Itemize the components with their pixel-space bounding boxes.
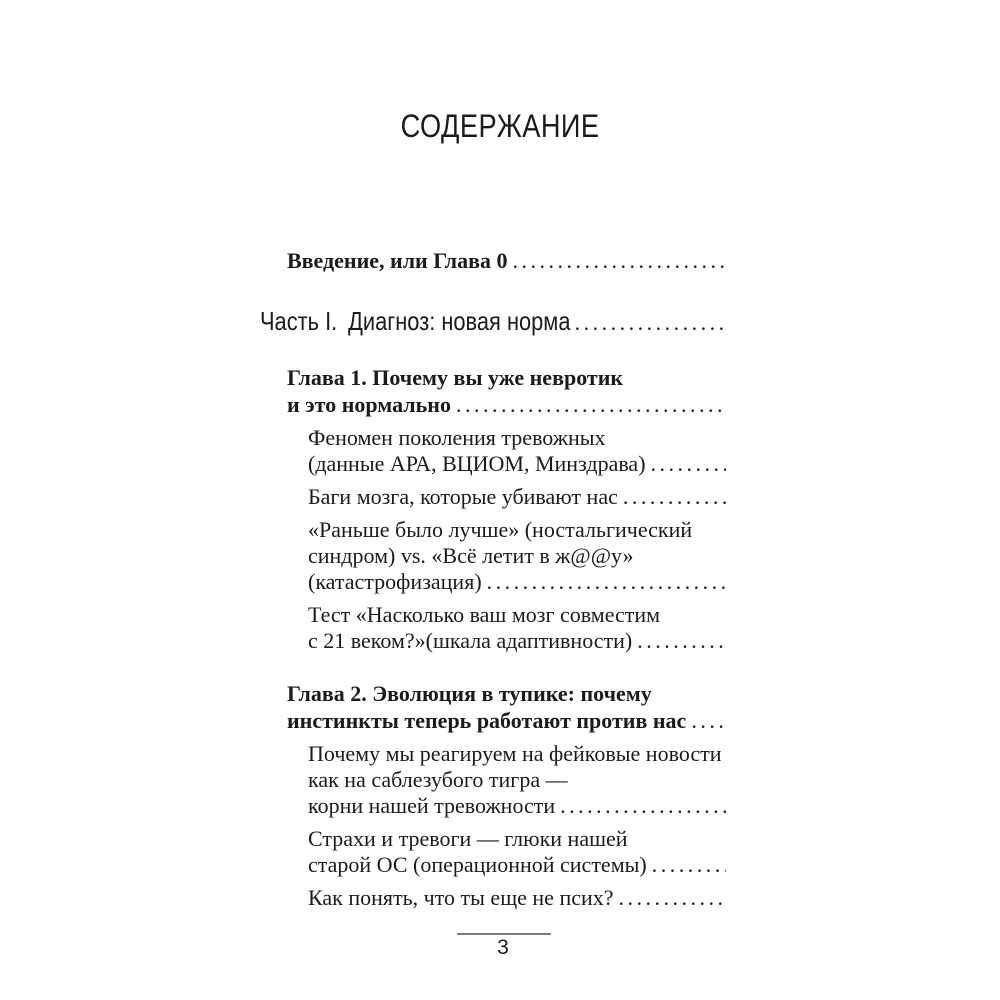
toc-line <box>308 793 726 819</box>
toc-text: «Раньше было лучше» (ностальгический <box>308 517 693 542</box>
toc-text: старой ОС (операционной системы) <box>308 852 647 877</box>
toc-line <box>308 569 726 595</box>
toc-line <box>308 602 726 628</box>
toc-line <box>308 741 726 767</box>
toc-text: инстинкты теперь работают против нас <box>287 708 687 733</box>
toc-text: Введение, или Глава 0 <box>287 248 508 273</box>
toc-line <box>308 484 726 510</box>
dot-leader <box>646 451 726 477</box>
toc-line <box>308 885 726 911</box>
toc-line <box>260 306 726 338</box>
dot-leader <box>555 793 726 819</box>
toc-text: Страхи и тревоги — глюки нашей <box>308 826 628 851</box>
toc-text: Как понять, что ты еще не псих? <box>308 885 614 910</box>
toc-text: Баги мозга, которые убивают нас <box>308 484 618 509</box>
dot-leader <box>507 247 726 274</box>
dot-leader <box>618 484 726 510</box>
toc-entry-part-1 <box>260 306 726 338</box>
toc-text: и это нормально <box>287 392 451 417</box>
toc-text: (катастрофизация) <box>308 569 482 594</box>
toc-text: синдром) vs. «Всё летит в ж@@у» <box>308 543 634 568</box>
toc-text: Глава 2. Эволюция в тупике: почему <box>287 681 652 706</box>
toc-line <box>308 628 726 654</box>
dot-leader <box>686 707 726 734</box>
toc-line <box>287 680 726 707</box>
toc-entry <box>308 826 726 878</box>
toc-entry <box>308 517 726 595</box>
toc-entry <box>308 484 726 510</box>
toc-line <box>308 425 726 451</box>
toc-line <box>308 517 726 543</box>
toc-entry-introduction <box>287 247 726 274</box>
toc-text: Часть I. Диагноз: новая норма <box>260 306 571 336</box>
toc-text: Глава 1. Почему вы уже невротик <box>287 365 624 390</box>
toc-line <box>287 364 726 391</box>
toc-line <box>308 852 726 878</box>
toc-line <box>287 391 726 418</box>
toc-entry-chapter-2 <box>287 680 726 734</box>
toc-line <box>308 451 726 477</box>
footer-rule <box>457 933 551 935</box>
toc-line <box>287 707 726 734</box>
toc-text: корни нашей тревожности <box>308 793 556 818</box>
dot-leader <box>632 628 726 654</box>
toc-text: как на саблезубого тигра — <box>308 767 568 792</box>
toc-entry <box>308 425 726 477</box>
toc-text: Тест «Насколько ваш мозг совместим <box>308 602 661 627</box>
toc-text: Почему мы реагируем на фейковые новости <box>308 741 722 766</box>
toc-entry <box>308 885 726 911</box>
toc-text: (данные АРА, ВЦИОМ, Минздрава) <box>308 451 646 476</box>
table-of-contents <box>260 247 726 911</box>
page-title: СОДЕРЖАНИЕ <box>400 108 600 144</box>
toc-entry <box>308 602 726 654</box>
toc-entry-chapter-1 <box>287 364 726 418</box>
dot-leader <box>451 391 726 418</box>
dot-leader <box>647 852 726 878</box>
toc-text: с 21 веком?»(шкала адаптивности) <box>308 628 633 653</box>
dot-leader <box>614 885 726 911</box>
dot-leader <box>482 569 726 595</box>
toc-text: Феномен поколения тревожных <box>308 425 606 450</box>
toc-line <box>287 247 726 274</box>
dot-leader <box>570 308 726 338</box>
toc-line <box>308 543 726 569</box>
toc-line <box>308 826 726 852</box>
toc-line <box>308 767 726 793</box>
page-number: 3 <box>497 936 509 959</box>
toc-entry <box>308 741 726 819</box>
